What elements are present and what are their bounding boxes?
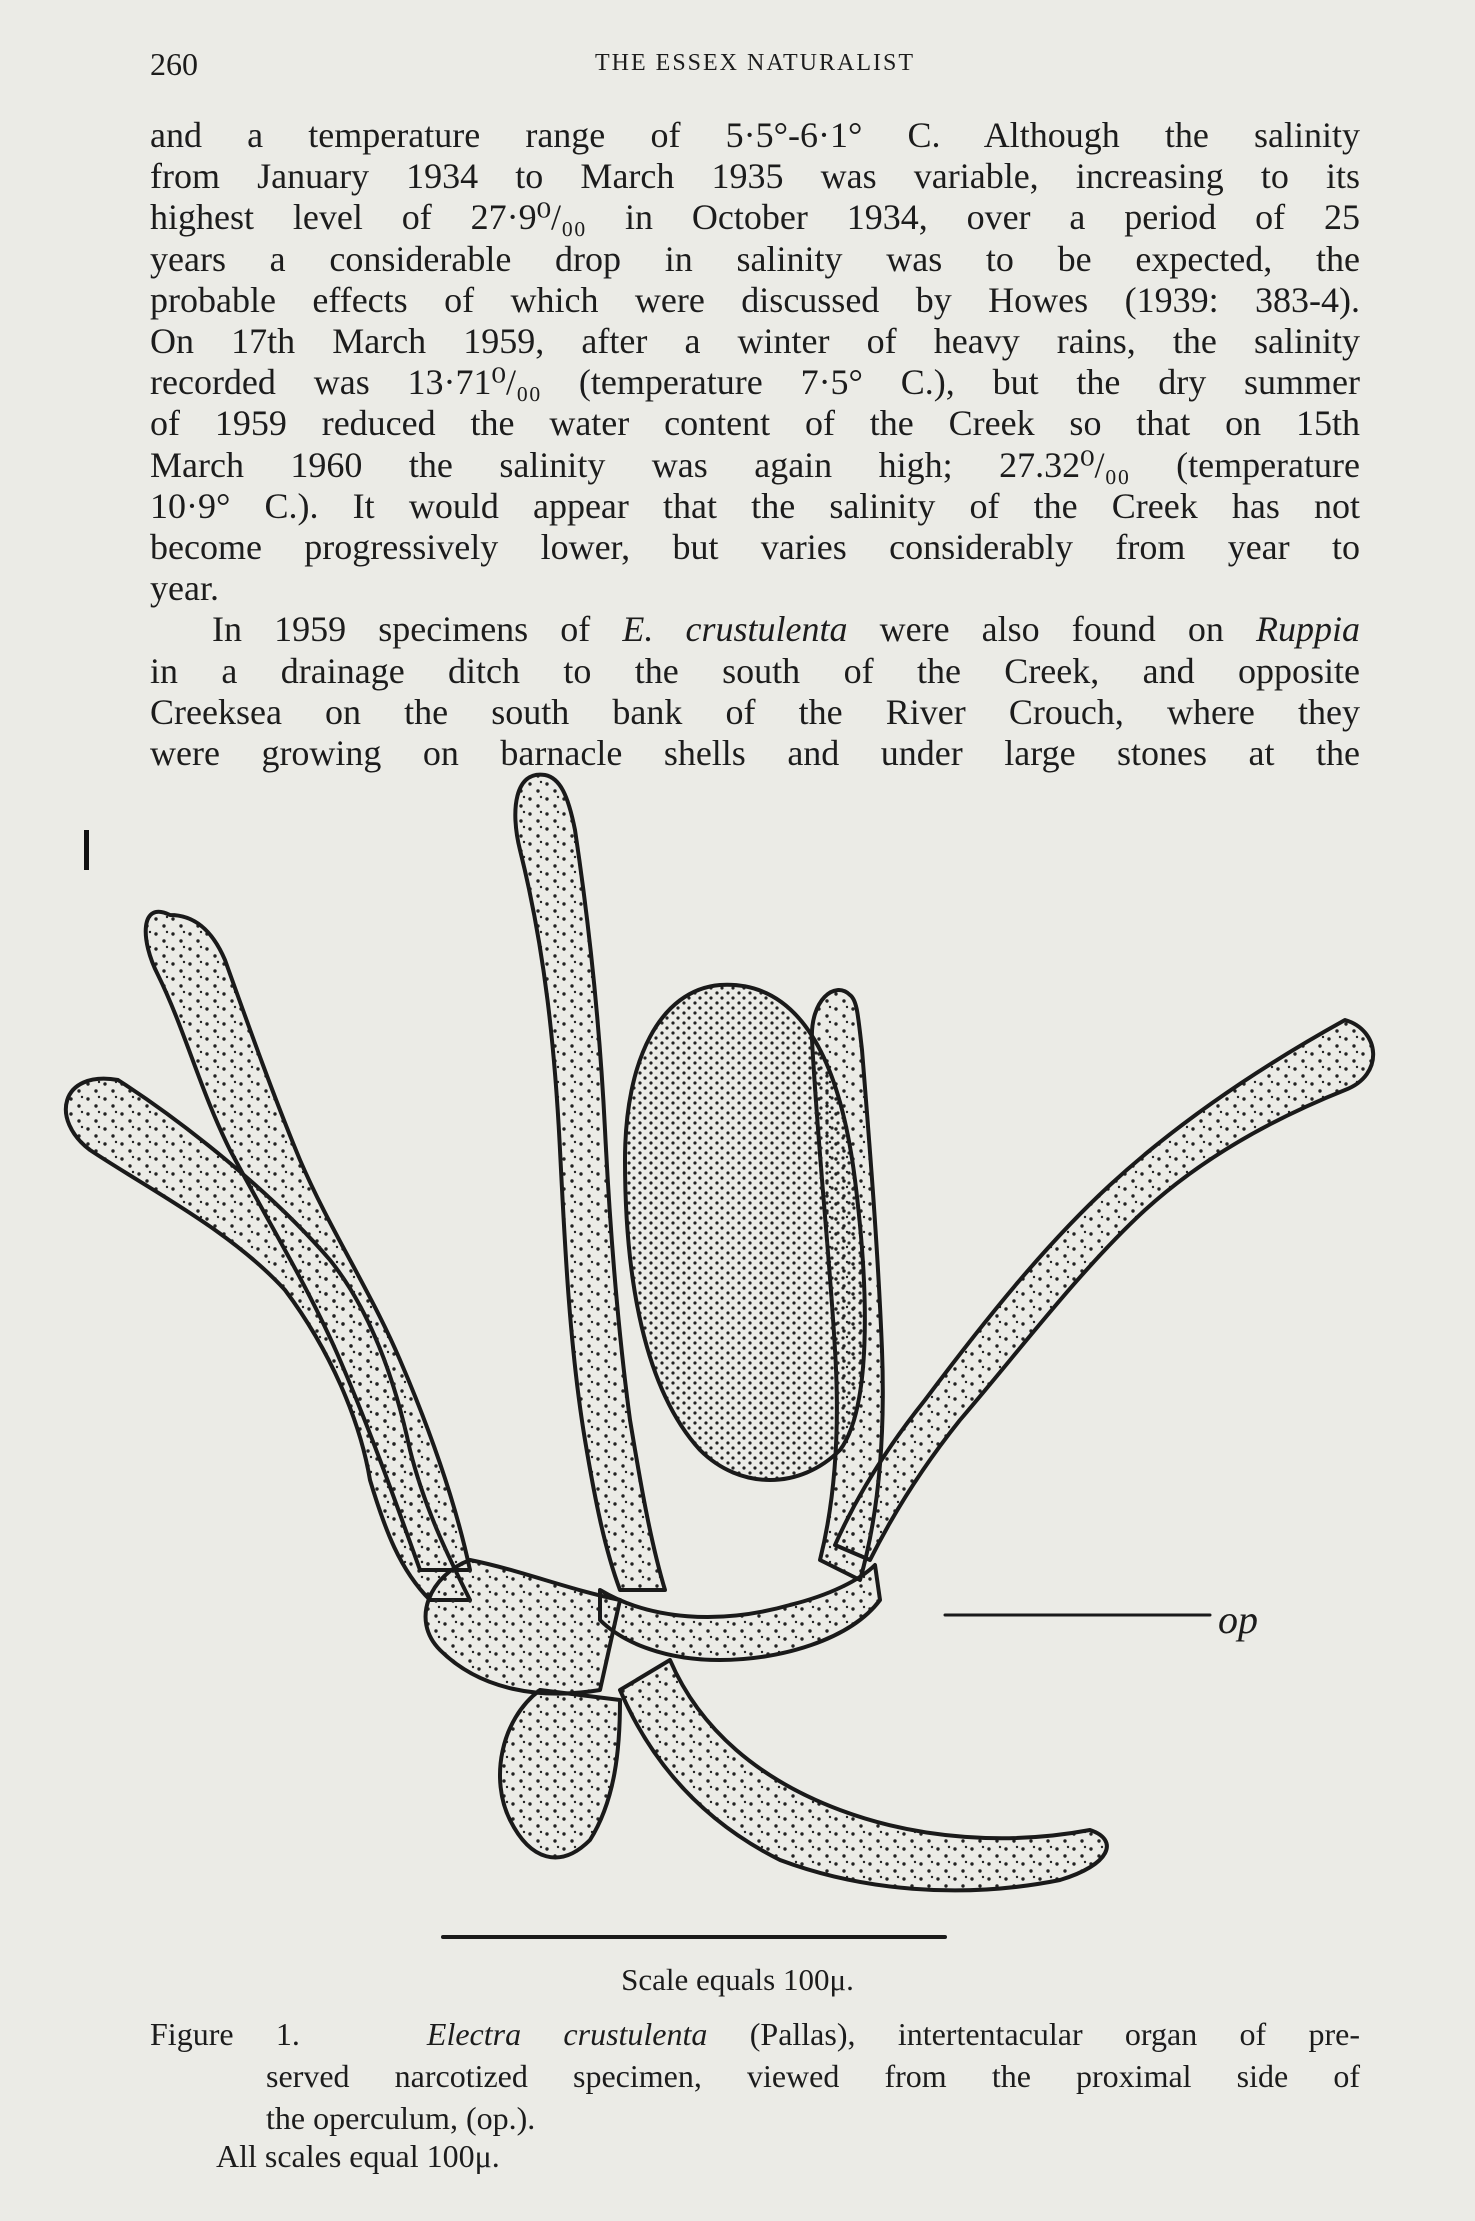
- text-line: were growing on barnacle shells and under large stones at the: [150, 733, 1360, 774]
- page-number: 260: [150, 46, 198, 82]
- operculum-label: op: [1218, 1597, 1258, 1642]
- text-run: In 1959 specimens of: [212, 609, 623, 650]
- text-run: were also found on: [847, 609, 1257, 650]
- species-name: E. crustulenta: [622, 609, 848, 650]
- basal-lobe-left: [426, 1560, 620, 1694]
- tail-right: [620, 1660, 1107, 1890]
- basal-lobe-lower: [500, 1690, 620, 1857]
- text-line: recorded was 13·71⁰/₀₀ (temperature 7·5° C.), but the dry summer: [150, 362, 1360, 403]
- caption-prefix: Figure 1.: [150, 2016, 300, 2052]
- caption-line: [150, 2013, 1360, 2055]
- text-line: from January 1934 to March 1935 was variable, increasing to its: [150, 156, 1360, 197]
- text-line: year.: [150, 568, 219, 609]
- caption-line: served narcotized specimen, viewed from the proximal side of: [266, 2058, 1360, 2094]
- text-line: become progressively lower, but varies considerably from year to: [150, 527, 1360, 568]
- text-line: highest level of 27·9⁰/₀₀ in October 1934, over a period of 25: [150, 197, 1360, 238]
- all-scales-note: All scales equal 100μ.: [216, 2138, 500, 2174]
- tentacle-left-upper: [146, 912, 470, 1570]
- text-line: of 1959 reduced the water content of the Creek so that on 15th: [150, 403, 1360, 444]
- text-line: in a drainage ditch to the south of the Creek, and opposite: [150, 650, 1360, 691]
- text-line: and a temperature range of 5·5°-6·1° C. Although the salinity: [150, 115, 1360, 155]
- caption-species: Electra crustulenta: [426, 2016, 708, 2052]
- genus-name: Ruppia: [1256, 609, 1360, 650]
- text-line: On 17th March 1959, after a winter of heavy rains, the salinity: [150, 321, 1360, 362]
- figure-caption: [150, 2013, 1360, 2139]
- text-line: probable effects of which were discussed by Howes (1939: 383-4).: [150, 279, 1360, 320]
- text-line: years a considerable drop in salinity was to be expected, the: [150, 238, 1360, 279]
- caption-line: the operculum, (op.).: [266, 2100, 536, 2136]
- scale-label: Scale equals 100μ.: [621, 1962, 854, 1997]
- tentacle-right: [835, 1020, 1373, 1560]
- text-line: 10·9° C.). It would appear that the salinity of the Creek has not: [150, 485, 1360, 526]
- text-line: Creeksea on the south bank of the River Crouch, where they: [150, 691, 1360, 732]
- caption-text: (Pallas), intertentacular organ of pre-: [707, 2016, 1361, 2052]
- text-line: March 1960 the salinity was again high; 27.32⁰/₀₀ (temperature: [150, 444, 1360, 485]
- running-title: THE ESSEX NATURALIST: [595, 50, 915, 76]
